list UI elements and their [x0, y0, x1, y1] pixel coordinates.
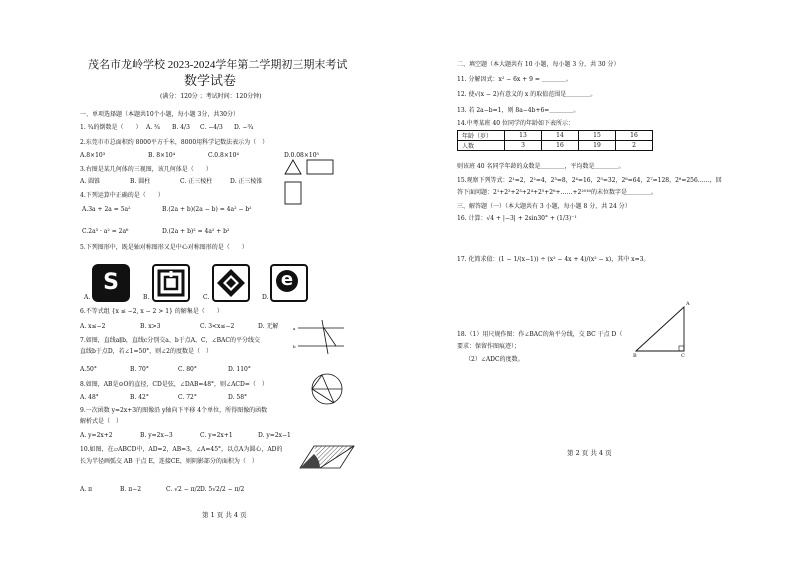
q5-e-logo-icon — [270, 264, 308, 302]
q8-option-c: C. 72° — [178, 394, 197, 401]
q7-option-b: B. 70° — [130, 366, 149, 373]
q8-option-b: B. 42° — [130, 394, 149, 401]
q5-s-shape-icon — [92, 264, 130, 302]
q5-option-d: D. — [262, 294, 269, 301]
q1-option-a: A. ¾ — [146, 124, 160, 131]
question-1: 1. ¾的倒数是（ ） — [80, 124, 142, 131]
question-8: 8.如图，AB是⊙O的直径，CD是弦，∠DAB=48°，则∠ACD=（ ） — [80, 381, 268, 388]
q8-circle-figure — [310, 372, 344, 406]
question-10-line-2: 长为半径画弧交 AB 于点 E，连接CE，则阴影部分的面积为（ ） — [80, 458, 258, 465]
exam-title: 茂名市龙岭学校 2023-2024学年第二学期初三期末考试 — [88, 59, 348, 71]
q5-s-glyph: S — [103, 270, 119, 295]
q3-option-d: D. 正三棱锥 — [230, 178, 263, 185]
table-cell: 2 — [616, 141, 653, 151]
q2-option-d: D.0.08×10⁵ — [284, 152, 319, 159]
section-3-heading: 三、解答题（一）（本大题共有 3 小题，每小题 8 分，共 24 分） — [457, 203, 631, 210]
q5-arrows-icon — [212, 264, 250, 302]
q4-option-d: D.(2a + b)² = 4a² + b² — [162, 228, 230, 235]
q10-option-d: D. 5√2/2 − π/2 — [200, 486, 245, 493]
question-15-line-2: 答下面问题：2¹+2²+2³+2⁴+2⁵+2⁶+……+2²⁰¹⁶的末位数字是＿＿＿＿。 — [457, 189, 657, 196]
page-footer-1: 第 1 页 共 4 页 — [202, 511, 247, 519]
question-7-line-1: 7.如图，直线a∥b，直线c分别交a、b于点A、C，∠BAC的平分线交 — [80, 337, 260, 344]
exam-subtitle: 数学试卷 — [184, 74, 237, 89]
q9-option-c: C. y=2x+1 — [200, 432, 233, 439]
q7-option-d: D. 110° — [228, 366, 251, 373]
q6-option-b: B. x>3 — [140, 323, 161, 330]
q8-option-a: A. 48° — [80, 394, 99, 401]
q2-option-b: B. 8×10⁴ — [148, 152, 176, 159]
question-15-line-1: 15.观察下列等式：2¹=2，2²=4，2³=8，2⁴=16，2⁵=32，2⁶=64，2⁷=128，2⁸=256……，回 — [457, 177, 722, 184]
question-14-follow-up: 则该班 40 名同学年龄的众数是＿＿＿＿，平均数是＿＿＿＿。 — [457, 163, 625, 170]
table-cell: 13 — [505, 131, 542, 141]
question-18-line-2: 要求：保留作图痕迹）； — [457, 343, 521, 350]
q7-option-a: A.50° — [80, 366, 97, 373]
question-16: 16. 计算：√4 + |−3| + 2sin30° + (1/3)⁻¹ — [457, 215, 577, 222]
q3-option-b: B. 圆柱 — [130, 178, 151, 185]
exam-page-2 — [397, 0, 794, 561]
table-cell: 16 — [542, 141, 579, 151]
q5-option-a: A. — [84, 294, 91, 301]
q7-parallel-lines-figure — [293, 320, 346, 356]
three-view-figure — [285, 158, 335, 208]
triangle-label-a: A — [686, 301, 690, 307]
q4-option-a: A.3a + 2a = 5a² — [82, 206, 131, 213]
q1-option-d: D. −¾ — [234, 124, 254, 131]
page-footer-2: 第 2 页 共 4 页 — [567, 449, 612, 457]
q9-option-b: B. y=2x−3 — [140, 432, 173, 439]
svg-text:a: a — [293, 326, 296, 331]
question-12: 12. 使√(x − 2)有意义的 x 的取值范围是＿＿＿＿。 — [457, 91, 597, 98]
section-2-heading: 二、填空题（本大题共有 10 小题，每小题 3 分，共 30 分） — [457, 61, 620, 68]
q5-option-c: C. — [203, 294, 210, 301]
question-18-line-3: （2）∠ADC的度数。 — [465, 356, 524, 363]
table-cell: 15 — [579, 131, 616, 141]
question-14: 14.中考某班 40 位同学的年龄如下表所示： — [457, 120, 574, 127]
q6-option-c: C. 3<x≤−2 — [200, 323, 235, 330]
question-7-line-2: 直线b于点D，若∠1=50°，则∠2的度数是（ ） — [80, 348, 213, 355]
section-1-heading: 一、单项选择题（本题共10个小题，每小题 3分，共30分） — [80, 111, 239, 118]
triangle-label-b: B — [633, 353, 637, 359]
exam-meta: (满分：120分 ；考试时间：120分钟) — [160, 93, 262, 100]
q6-option-a: A. x≤−2 — [80, 323, 106, 330]
table-cell: 3 — [505, 141, 542, 151]
triangle-label-c: C — [681, 353, 685, 359]
q9-option-d: D. y=2x−1 — [258, 432, 291, 439]
q5-option-b: B. — [143, 294, 150, 301]
question-13: 13. 若 2a−b=1，则 8a−4b+6=＿＿＿＿。 — [457, 107, 580, 114]
q9-option-a: A. y=2x+2 — [80, 432, 113, 439]
question-2: 2.东莞市市总面积约 8000平方千米，8000用科学记数法表示为（ ） — [80, 139, 269, 146]
q7-option-c: C. 80° — [178, 366, 197, 373]
question-4: 4.下列运算中正确的是（ ） — [80, 192, 164, 199]
question-17: 17. 化简求值：(1 − 1/(x−1)) ÷ (x² − 4x + 4)/(x² − x)，其中 x=3。 — [457, 256, 650, 263]
q10-option-a: A. π — [80, 486, 93, 493]
table-cell: 16 — [616, 131, 653, 141]
question-9-line-1: 9.一次函数 y=2x+3的图像沿 y轴向下平移 4个单位，所得图像的函数 — [80, 407, 268, 414]
question-9-line-2: 解析式是（ ） — [80, 418, 123, 425]
question-6: 6.不等式组 {x ≤ −2, x − 2 > 1} 的解集是（ ） — [80, 308, 223, 315]
table-cell: 人数 — [458, 141, 505, 151]
q3-option-a: A. 圆锥 — [80, 178, 101, 185]
q1-option-c: C. −4/3 — [200, 124, 223, 131]
q8-option-d: D. 58° — [228, 394, 248, 401]
q10-option-b: B. π−2 — [120, 486, 142, 493]
question-11: 11. 分解因式：x² − 6x + 9 = ＿＿＿＿。 — [457, 76, 572, 83]
q6-option-d: D. 无解 — [258, 323, 279, 330]
question-10-line-1: 10.如图，在▱ABCD中，AD=2，AB=3，∠A=45°，以点A为圆心，AD的 — [80, 446, 283, 453]
table-row — [458, 131, 653, 141]
question-3: 3.右图是某几何体的三视图，该几何体是（ ） — [80, 166, 212, 173]
table-cell: 年龄（岁） — [458, 131, 505, 141]
table-row — [458, 141, 653, 151]
q5-e-glyph: e — [276, 270, 298, 292]
table-cell: 14 — [542, 131, 579, 141]
question-5: 5.下列图形中，既是轴对称图形又是中心对称图形的是（ ） — [80, 244, 248, 251]
q10-option-c: C. √2 − π/2 — [166, 486, 201, 493]
q3-option-c: C. 正三棱柱 — [180, 178, 213, 185]
age-table — [457, 130, 653, 151]
q2-option-a: A.8×10³ — [80, 152, 106, 159]
q4-option-b: B.(2a + b)(2a − b) = 4a² − b² — [162, 206, 252, 213]
question-18-line-1: 18.（1）用尺规作图：作∠BAC的角平分线，交 BC 于点 D（ — [457, 331, 623, 338]
q10-parallelogram-figure — [298, 444, 356, 472]
q4-option-c: C.2a³ · a² = 2a⁶ — [82, 228, 129, 235]
q1-option-b: B. 4/3 — [172, 124, 190, 131]
q2-option-c: C.0.8×10⁴ — [208, 152, 239, 159]
svg-text:b: b — [293, 344, 296, 349]
q18-right-triangle-figure — [632, 305, 692, 357]
q5-maze-icon — [152, 264, 190, 302]
table-cell: 19 — [579, 141, 616, 151]
